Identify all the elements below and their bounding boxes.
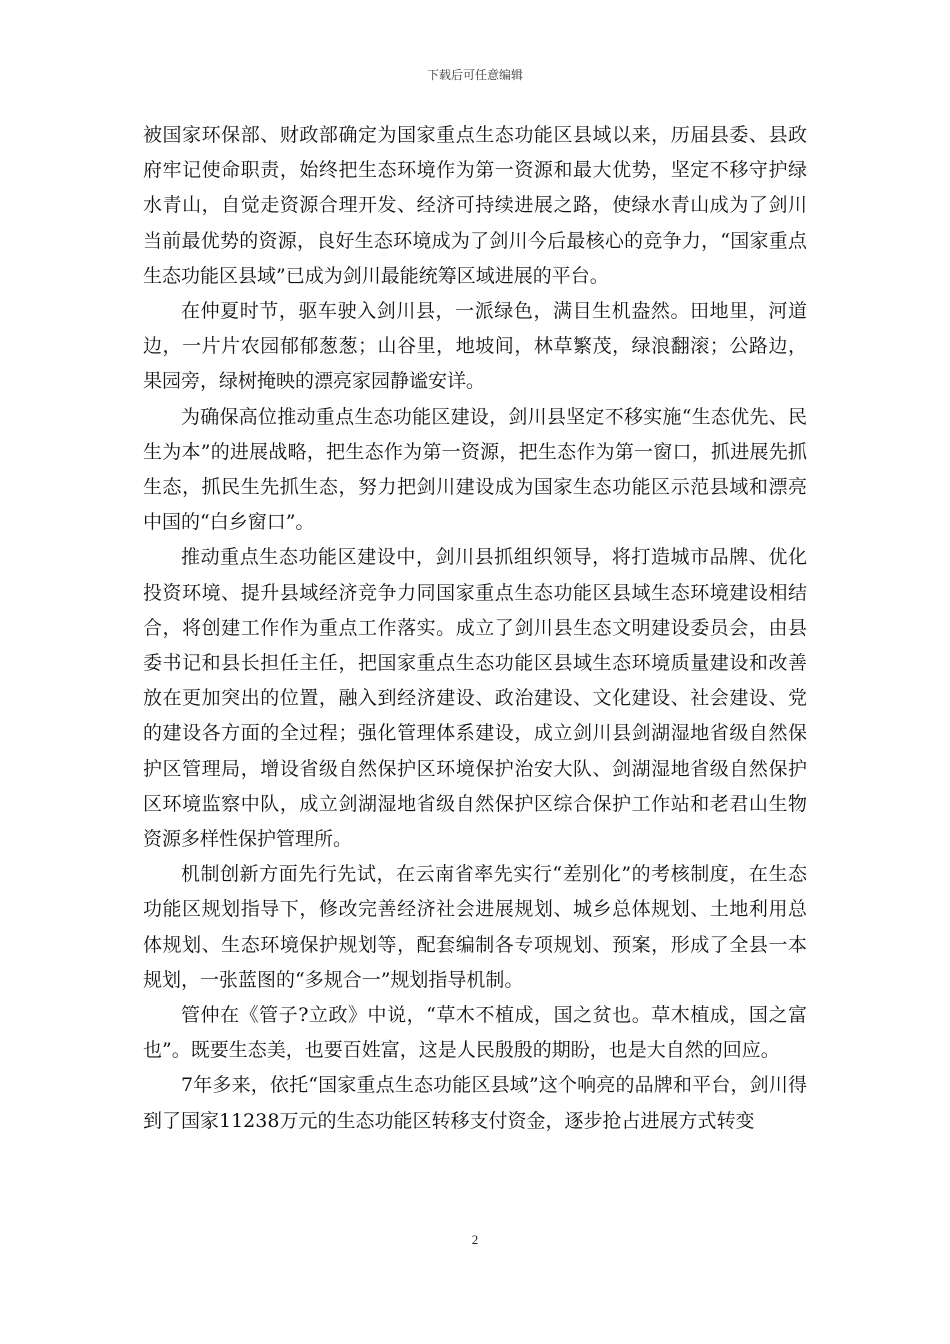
paragraph-6: 管仲在《管子?立政》中说，“草木不植成，国之贫也。草木植成，国之富也”。既要生态美，也要百姓富，这是人民殷殷的期盼，也是大自然的回应。	[143, 1004, 807, 1062]
page-number: 2	[471, 1232, 479, 1247]
paragraph-4: 推动重点生态功能区建设中，剑川县抓组织领导，将打造城市品牌、优化投资环境、提升县域经济竞争力同国家重点生态功能区县域生态环境建设相结合，将创建工作作为重点工作落实。成立了剑川县生态文明建设委员会，由县委书记和县长担任主任，把国家重点生态功能区县域生态环境质量建设和改善放在更加突出的位置，融入到经济建设、政治建设、文化建设、社会建设、党的建设各方面的全过程；强化管理体系建设，成立剑川县剑湖湿地省级自然保护区管理局，增设省级自然保护区环境保护治安大队、剑湖湿地省级自然保护区环境监察中队，成立剑湖湿地省级自然保护区综合保护工作站和老君山生物资源多样性保护管理所。	[143, 546, 807, 851]
page-header: 下载后可任意编辑	[426, 68, 523, 82]
body-text	[143, 118, 807, 1139]
paragraph-5: 机制创新方面先行先试，在云南省率先实行“差别化”的考核制度，在生态功能区规划指导下，修改完善经济社会进展规划、城乡总体规划、土地利用总体规划、生态环境保护规划等，配套编制各专项规划、预案，形成了全县一本规划，一张蓝图的“多规合一”规划指导机制。	[143, 863, 807, 991]
paragraph-7: 7年多来，依托“国家重点生态功能区县域”这个响亮的品牌和平台，剑川得到了国家11238万元的生态功能区转移支付资金，逐步抢占进展方式转变	[143, 1074, 807, 1132]
paragraph-1: 被国家环保部、财政部确定为国家重点生态功能区县域以来，历届县委、县政府牢记使命职责，始终把生态环境作为第一资源和最大优势，坚定不移守护绿水青山，自觉走资源合理开发、经济可持续进展之路，使绿水青山成为了剑川当前最优势的资源，良好生态环境成为了剑川今后最核心的竞争力，“国家重点生态功能区县域”已成为剑川最能统筹区域进展的平台。	[143, 124, 807, 287]
paragraph-3: 为确保高位推动重点生态功能区建设，剑川县坚定不移实施“生态优先、民生为本”的进展战略，把生态作为第一资源，把生态作为第一窗口，抓进展先抓生态，抓民生先抓生态，努力把剑川建设成为国家生态功能区示范县域和漂亮中国的“白乡窗口”。	[143, 405, 807, 534]
paragraph-2: 在仲夏时节，驱车驶入剑川县，一派绿色，满目生机盎然。田地里，河道边，一片片农园郁郁葱葱；山谷里，地坡间，林草繁茂，绿浪翻滚；公路边，果园旁，绿树掩映的漂亮家园静谧安详。	[143, 300, 807, 393]
